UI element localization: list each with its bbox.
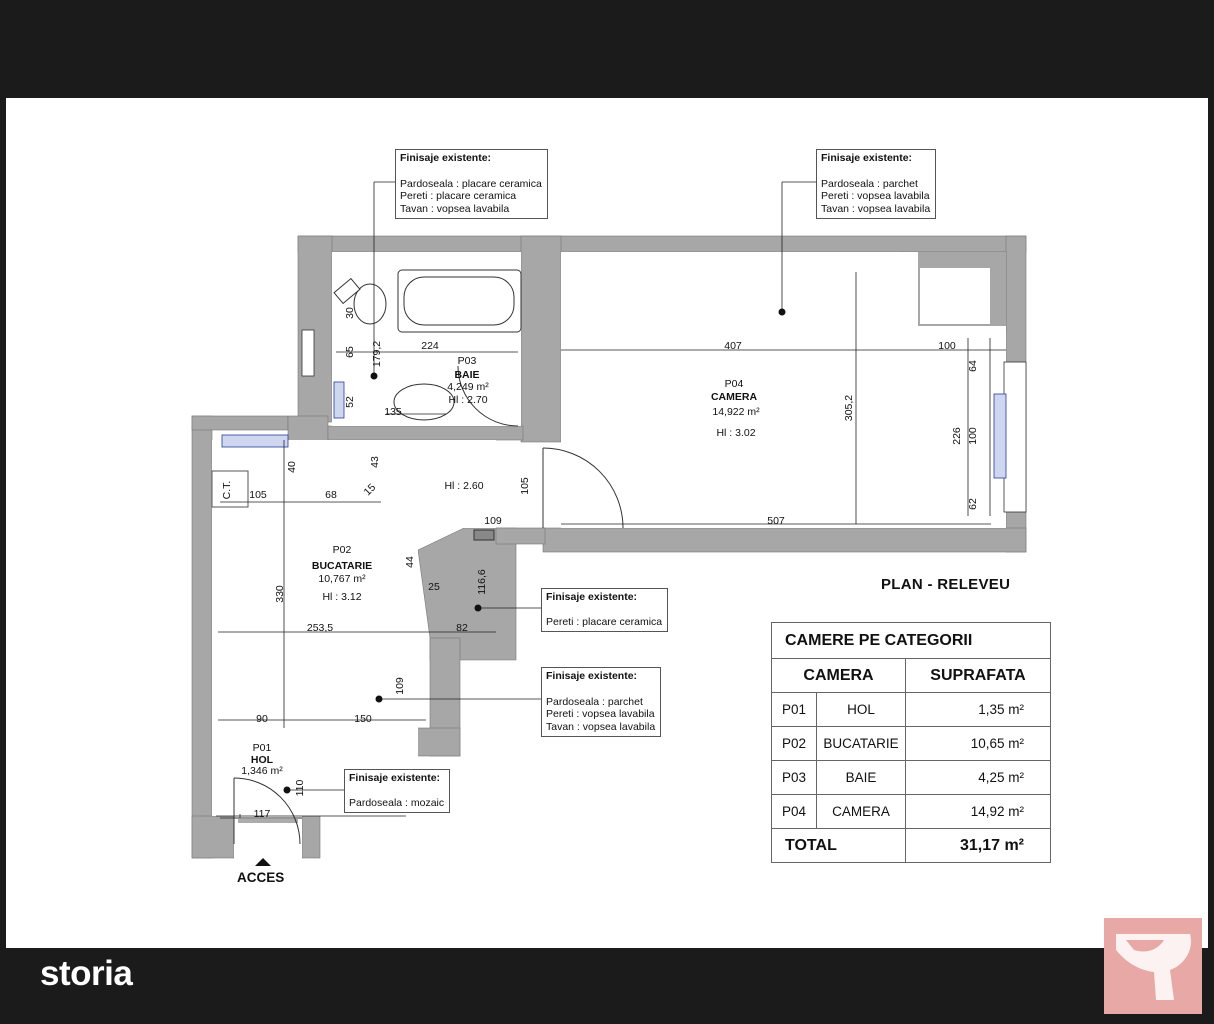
dim-label: 44 (404, 556, 416, 568)
dim-label: 65 (344, 346, 356, 358)
bath-camera-wall (521, 236, 561, 442)
ct-label: C.T. (221, 480, 233, 500)
row-area: 4,25 m² (906, 761, 1051, 795)
note-title: Finisaje existente: (546, 591, 638, 603)
dim-label: 507 (767, 515, 785, 527)
bath-window (302, 330, 314, 376)
room-name-p01: HOL (250, 754, 274, 766)
note-title: Finisaje existente: (821, 152, 913, 164)
dim-label: 82 (456, 622, 468, 634)
note-marker-baie (371, 373, 378, 380)
dim-label: 43 (369, 456, 381, 468)
row-code: P01 (772, 693, 817, 727)
hall-height: Hl : 2.60 (444, 480, 484, 492)
dim-label: 105 (519, 477, 531, 495)
note-line: Pardoseala : placare ceramica (400, 177, 542, 190)
row-name: HOL (817, 693, 906, 727)
dim-label: 52 (344, 396, 356, 408)
note-marker-kitchen-walls (475, 605, 482, 612)
note-line: Tavan : vopsea lavabila (546, 720, 656, 733)
brand-mark-icon (1104, 918, 1202, 1014)
row-code: P02 (772, 727, 817, 761)
radiator-bath (334, 382, 344, 418)
dim-label: 30 (344, 307, 356, 319)
row-name: CAMERA (817, 795, 906, 829)
total-label: TOTAL (772, 829, 906, 863)
dim-label: 117 (253, 808, 271, 820)
note-line: Pardoseala : mozaic (349, 796, 445, 809)
row-name: BUCATARIE (817, 727, 906, 761)
camera-south-wall (543, 528, 1026, 552)
finish-note-hol (344, 769, 450, 813)
dim-label: 100 (967, 427, 979, 445)
dim-label: 15 (361, 481, 379, 499)
note-line: Pereti : vopsea lavabila (546, 708, 655, 720)
table-total-row (772, 829, 1051, 863)
plan-title: PLAN - RELEVEU (881, 576, 1011, 593)
room-name-p03: BAIE (454, 369, 480, 381)
room-height-p04: Hl : 3.02 (716, 427, 756, 439)
row-area: 10,65 m² (906, 727, 1051, 761)
meter-box (474, 530, 494, 540)
finish-note-kitchen-walls (541, 588, 668, 632)
finish-note-kitchen (541, 667, 661, 737)
sink (394, 384, 454, 420)
dim-label: 224 (421, 340, 439, 352)
dim-label: 100 (938, 340, 956, 352)
room-height-p03: Hl : 2.70 (448, 394, 488, 406)
camera-window (1004, 362, 1026, 512)
row-area: 14,92 m² (906, 795, 1051, 829)
table-row (772, 727, 1051, 761)
dim-label: 150 (354, 713, 372, 725)
note-line: Tavan : vopsea lavabila (400, 202, 510, 215)
dim-label: 226 (951, 427, 963, 445)
radiator-camera (994, 394, 1006, 478)
room-area-p03: 4,249 m² (447, 381, 489, 393)
dim-label: 25 (428, 581, 440, 593)
bath-south-wall (328, 426, 523, 440)
note-line: Pardoseala : parchet (821, 177, 918, 190)
note-line: Tavan : vopsea lavabila (821, 202, 931, 215)
note-title: Finisaje existente: (546, 670, 638, 682)
table-header-camera: CAMERA (772, 659, 906, 693)
table-row (772, 761, 1051, 795)
room-area-p01: 1,346 m² (241, 765, 283, 777)
dim-label: 116,6 (476, 569, 488, 595)
room-area-p02: 10,767 m² (318, 573, 366, 585)
row-code: P04 (772, 795, 817, 829)
room-code-p01: P01 (252, 742, 272, 754)
radiator-kitchen (222, 435, 288, 447)
table-row (772, 693, 1051, 727)
dim-label: 110 (294, 779, 306, 797)
hol-west-jamb (192, 816, 234, 858)
room-area-p04: 14,922 m² (712, 406, 760, 418)
row-code: P03 (772, 761, 817, 795)
dim-label: 109 (394, 677, 406, 695)
dim-label: 253,5 (306, 622, 334, 634)
north-wall (298, 236, 1026, 252)
dim-label: 109 (484, 515, 502, 527)
total-value: 31,17 m² (906, 829, 1051, 863)
table-row (772, 795, 1051, 829)
dim-label: 330 (274, 585, 286, 603)
west-wall (192, 416, 212, 858)
dim-label: 105 (249, 489, 267, 501)
room-code-p03: P03 (457, 355, 477, 367)
bathtub-basin (404, 277, 514, 325)
note-line: Pereti : placare ceramica (546, 615, 663, 628)
note-line: Pereti : vopsea lavabila (821, 190, 930, 202)
kitchen-north-wall (192, 416, 288, 430)
table-caption: CAMERE PE CATEGORII (772, 623, 1051, 659)
dim-label: 135 (384, 406, 402, 418)
note-line: Pereti : placare ceramica (400, 190, 517, 202)
finish-note-camera (816, 149, 936, 219)
table-header-suprafata: SUPRAFATA (906, 659, 1051, 693)
storia-logo-text: storia (40, 954, 133, 993)
room-height-p02: Hl : 3.12 (322, 591, 362, 603)
note-title: Finisaje existente: (400, 152, 492, 164)
dim-label: 179,2 (371, 340, 383, 368)
row-area: 1,35 m² (906, 693, 1051, 727)
dim-label: 40 (286, 461, 298, 473)
note-title: Finisaje existente: (349, 772, 441, 784)
hall-south-wall (496, 528, 545, 544)
rooms-summary-table (771, 622, 1051, 863)
room-code-p04: P04 (724, 378, 744, 390)
row-name: BAIE (817, 761, 906, 795)
access-arrow-icon (255, 858, 271, 866)
floor-plan-sheet (6, 98, 1208, 948)
dim-label: 62 (967, 498, 979, 510)
dim-label: 68 (325, 489, 337, 501)
dim-label: 64 (967, 360, 979, 372)
finish-note-baie (395, 149, 548, 219)
access-label: ACCES (237, 870, 285, 885)
room-code-p02: P02 (332, 544, 352, 556)
dim-label: 90 (256, 713, 268, 725)
note-line: Pardoseala : parchet (546, 695, 643, 708)
room-name-p04: CAMERA (710, 391, 758, 403)
dim-label: 407 (724, 340, 742, 352)
bath-west-wall (298, 236, 332, 422)
room-name-p02: BUCATARIE (311, 560, 373, 572)
dim-label: 305,2 (843, 394, 855, 422)
note-marker-camera (779, 309, 786, 316)
note-marker-kitchen (376, 696, 383, 703)
note-marker-hol (284, 787, 291, 794)
